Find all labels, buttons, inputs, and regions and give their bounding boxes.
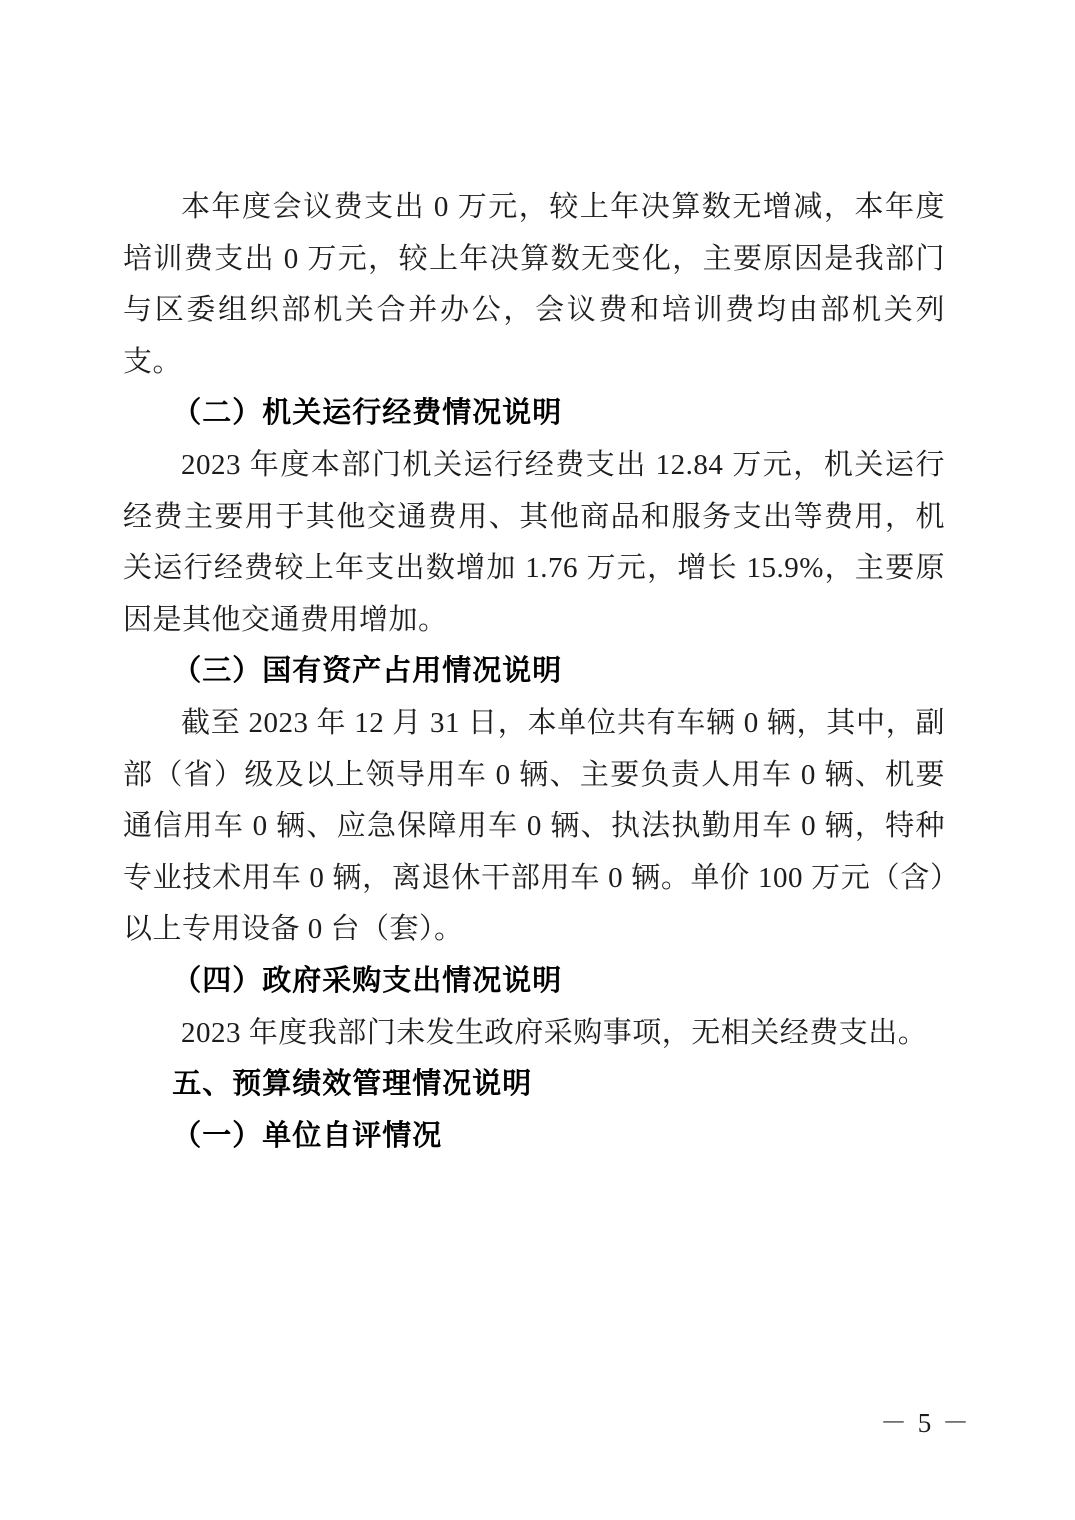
paragraph-meeting-training-expense: 本年度会议费支出 0 万元，较上年决算数无增减，本年度培训费支出 0 万元，较上年决算数无变化，主要原因是我部门与区委组织部机关合并办公，会议费和培训费均由部机关列支。 [123, 191, 945, 378]
page-number: － 5 － [880, 1408, 971, 1438]
paragraph-procurement: 2023 年度我部门未发生政府采购事项，无相关经费支出。 [181, 1016, 928, 1049]
heading-state-assets: （三）国有资产占用情况说明 [172, 655, 563, 688]
paragraph-state-assets: 截至 2023 年 12 月 31 日，本单位共有车辆 0 辆，其中，副部（省）级及以上领导用车 0 辆、主要负责人用车 0 辆、机要通信用车 0 辆、应急保障用车 0 辆、执法执勤用车 0 辆，特种专业技术用车 0 辆，离退休干部用车 0 辆。单价 100 万元（含）以上专用设备 0 台（套）。 [123, 706, 945, 946]
heading-procurement: （四）政府采购支出情况说明 [172, 964, 563, 997]
paragraph-operating-costs: 2023 年度本部门机关运行经费支出 12.84 万元，机关运行经费主要用于其他交通费用、其他商品和服务支出等费用，机关运行经费较上年支出数增加 1.76 万元，增长 15.9%，主要原因是其他交通费用增加。 [123, 448, 945, 636]
heading-performance-management: 五、预算绩效管理情况说明 [172, 1068, 533, 1101]
document-body [123, 182, 945, 1162]
heading-operating-costs: （二）机关运行经费情况说明 [172, 397, 563, 430]
heading-unit-self-evaluation: （一）单位自评情况 [172, 1119, 443, 1152]
